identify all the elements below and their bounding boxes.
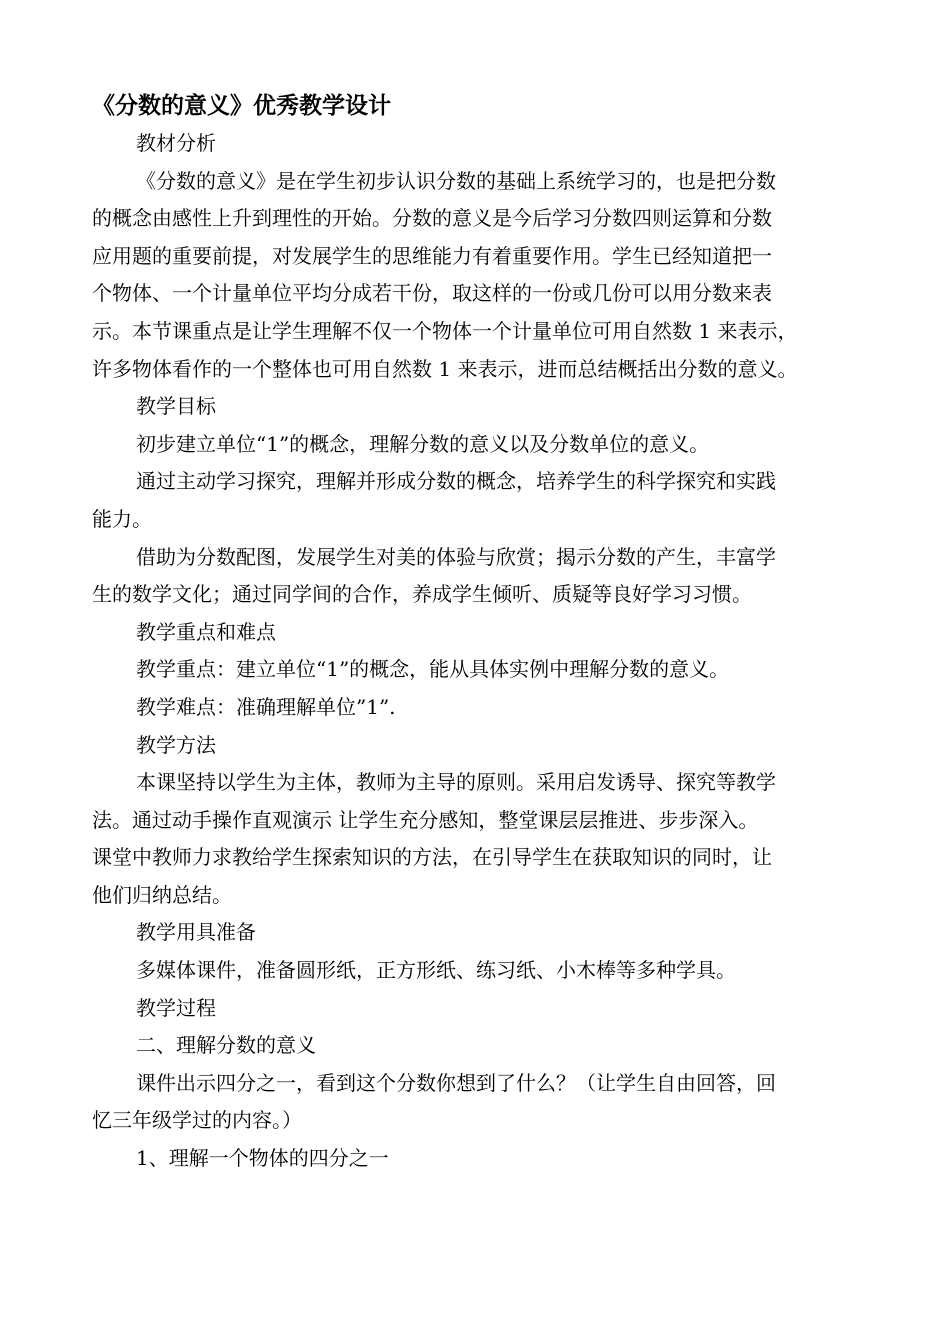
text-line: 教学目标	[136, 394, 216, 419]
text-line: 他们归纳总结。	[92, 882, 232, 907]
text-line: 二、理解分数的意义	[136, 1033, 316, 1058]
text-line: 教学重点：建立单位“1”的概念，能从具体实例中理解分数的意义。	[136, 657, 730, 682]
document-body	[92, 125, 862, 1178]
text-line: 个物体、一个计量单位平均分成若干份，取这样的一份或几份可以用分数来表	[92, 281, 772, 306]
text-line: 应用题的重要前提，对发展学生的思维能力有着重要作用。学生已经知道把一	[92, 243, 772, 268]
text-line: 示。本节课重点是让学生理解不仅一个物体一个计量单位可用自然数 1 来表示，	[92, 318, 798, 343]
text-line: 课堂中教师力求教给学生探索知识的方法，在引导学生在获取知识的同时，让	[92, 845, 772, 870]
text-line: 教材分析	[136, 131, 216, 155]
text-line: 借助为分数配图，发展学生对美的体验与欣赏；揭示分数的产生，丰富学	[136, 544, 776, 569]
text-line: 多媒体课件，准备圆形纸，正方形纸、练习纸、小木棒等多种学具。	[136, 958, 736, 983]
document-page	[92, 88, 862, 1178]
text-line: 许多物体看作的一个整体也可用自然数 1 来表示，进而总结概括出分数的意义。	[92, 356, 798, 381]
text-line: 教学用具准备	[136, 920, 256, 945]
text-line: 通过主动学习探究，理解并形成分数的概念，培养学生的科学探究和实践	[136, 469, 776, 494]
text-line: 1、理解一个物体的四分之一	[136, 1146, 389, 1171]
text-line: 课件出示四分之一，看到这个分数你想到了什么？（让学生自由回答，回	[136, 1070, 776, 1095]
text-line: 生的数学文化；通过同学间的合作，养成学生倾听、质疑等良好学习习惯。	[92, 582, 752, 607]
text-line: 教学难点：准确理解单位”1”.	[136, 694, 396, 719]
text-line: 《分数的意义》是在学生初步认识分数的基础上系统学习的，也是把分数	[136, 168, 776, 193]
document-title: 《分数的意义》优秀教学设计	[92, 93, 391, 119]
text-line: 初步建立单位“1”的概念，理解分数的意义以及分数单位的意义。	[136, 431, 710, 456]
text-line: 教学过程	[136, 995, 216, 1020]
text-line: 能力。	[92, 506, 152, 531]
text-line: 忆三年级学过的内容。）	[92, 1108, 302, 1133]
text-line: 的概念由感性上升到理性的开始。分数的意义是今后学习分数四则运算和分数	[92, 206, 772, 231]
text-line: 法。通过动手操作直观演示 让学生充分感知，整堂课层层推进、步步深入。	[92, 807, 759, 832]
text-line: 教学方法	[136, 732, 216, 757]
text-line: 本课坚持以学生为主体，教师为主导的原则。采用启发诱导、探究等教学	[136, 770, 776, 795]
text-line: 教学重点和难点	[136, 619, 276, 644]
